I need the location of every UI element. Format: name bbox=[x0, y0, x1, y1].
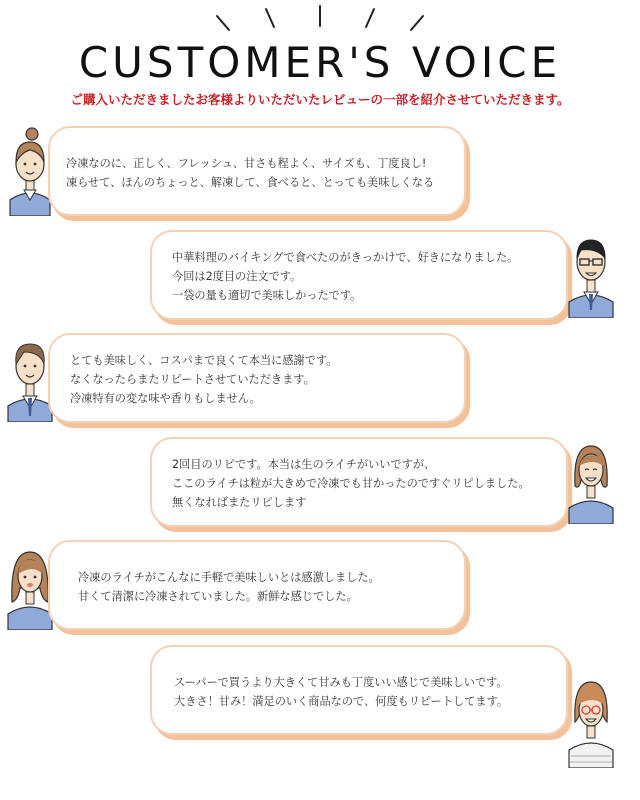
review-text-line: 大きさ！甘み！満足のいく商品なので、何度もリピートしてます。 bbox=[174, 695, 509, 708]
review-text-line: なくなったらまたリピートさせていただきます。 bbox=[70, 373, 315, 386]
woman-short-hair-avatar-icon bbox=[567, 434, 615, 524]
woman-glasses-avatar-icon bbox=[567, 672, 615, 768]
review-bubble bbox=[150, 230, 568, 320]
review-text-line: ここのライチは粒が大きめで冷凍でも甘かったのですぐリピしました。 bbox=[172, 477, 530, 490]
review-text-line: スーパーで買うより大きくて甘みも丁度いい感じで美味しいです。 bbox=[174, 676, 508, 689]
review-text-line: 冷凍のライチがこんなに手軽で美味しいとは感激しました。 bbox=[78, 571, 380, 584]
man-glasses-avatar-icon bbox=[567, 228, 615, 318]
review-text-line: 凍らせて、ほんのちょっと、解凍して、食べると、とっても美味しくなる bbox=[66, 176, 435, 189]
review-bubble bbox=[48, 333, 466, 423]
review-bubble bbox=[150, 645, 568, 735]
review-bubble bbox=[48, 126, 466, 216]
review-text-line: 一袋の量も適切で美味しかったです。 bbox=[172, 289, 362, 302]
review-bubble bbox=[48, 540, 466, 630]
page-subtitle: ご購入いただきましたお客様よりいただいたレビューの一部を紹介させていただきます。 bbox=[70, 92, 570, 107]
decorative-rays bbox=[0, 0, 640, 40]
review-text-line: とても美味しく、コスパまで良くて本当に感謝です。 bbox=[70, 354, 338, 367]
man-tie-avatar-icon bbox=[6, 332, 54, 422]
review-text-line: 2回目のリピです。本当は生のライチがいいですが、 bbox=[172, 458, 436, 471]
woman-bun-avatar-icon bbox=[6, 126, 54, 216]
review-text-line: 冷凍特有の変な味や香りもしません。 bbox=[70, 392, 261, 405]
review-text-line: 中華料理のバイキングで食べたのがきっかけで、好きになりました。 bbox=[172, 251, 519, 264]
review-text-line: 無くなればまたリピします bbox=[172, 496, 307, 509]
woman-long-hair-avatar-icon bbox=[6, 540, 54, 630]
review-text-line: 甘くて清潔に冷凍されていました。新鮮な感じでした。 bbox=[78, 590, 358, 603]
review-text-line: 今回は2度目の注文です。 bbox=[172, 270, 302, 283]
review-bubble bbox=[150, 437, 568, 527]
page-title: CUSTOMER'S VOICE bbox=[78, 38, 562, 87]
review-text-line: 冷凍なのに、正しく、フレッシュ、甘さも程よく、サイズも、丁度良し! bbox=[66, 157, 427, 170]
